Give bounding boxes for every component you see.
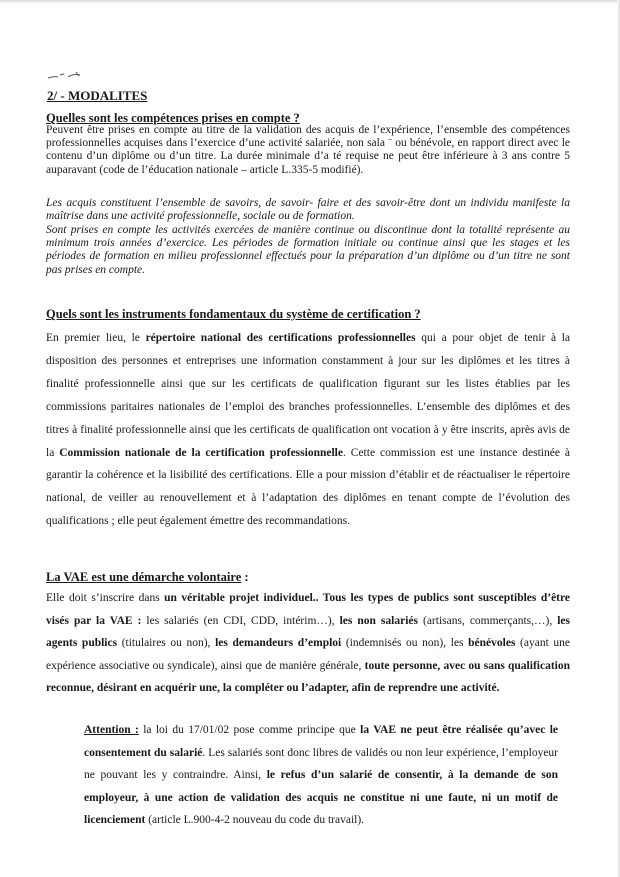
- pen-mark-scribble: [46, 68, 86, 82]
- paragraph-activites: Sont prises en compte les activités exercées de manière continue ou discontinue dont la totalité représente au minimum trois années d’exercice. Les périodes de formation initiale ou continue ainsi que les stages et les périodes de formation en milieu professionnel effectués pour la préparation d’un diplôme ou d’un titre ne sont pas prises en compte.: [46, 224, 570, 276]
- section-title: 2/ - MODALITES: [47, 88, 148, 103]
- repertoire-national: répertoire national des certifications professionnelles: [145, 332, 416, 344]
- paragraph-vae: Elle doit s’inscrire dans un véritable projet individuel.. Tous les types de publics sont susceptibles d’être visés par la VAE : les salariés (en CDI, CDD, intérim…), les non salariés (artisans, commerçants,…), les agents publics (titulaires ou non), les demandeurs d’emploi (indemnisés ou non), les bénévoles (ayant une expérience associative ou syndicale), ainsi que de manière générale, toute personne, avec ou sans qualification reconnue, désirant en acquérir une, la compléter ou l’adapter, afin de reprendre une activité.: [46, 592, 571, 694]
- heading-competences: Quelles sont les compétences prises en compte ?: [46, 111, 300, 125]
- heading-vae-volontaire: La VAE est une démarche volontaire :: [46, 570, 249, 584]
- scan-edge-top: [0, 0, 620, 4]
- paragraph-attention: Attention : la loi du 17/01/02 pose comme principe que la VAE ne peut être réalisée qu’avec le consentement du salarié. Les salariés sont donc libres de validés ou non leur expérience, l’employeur ne pouvant les y contraindre. Ainsi, le refus d’un salarié de consentir, à la demande de son employeur, à une action de validation des acquis ne constitue ni une faute, ni un motif de licenciement (article L.900-4-2 nouveau du code du travail).: [84, 724, 559, 826]
- paragraph-instruments: En premier lieu, le répertoire national des certifications professionnelles qui a pour objet de tenir à la disposition des personnes et entreprises une information constamment à jour sur les diplômes et les titres à finalité professionnelle ainsi que sur les certificats de qualification figurant sur les listes établies par les commissions paritaires nationales de l’emploi des branches professionnelles. L’ensemble des diplômes et des titres à finalité professionnelle ainsi que les certificats de qualification ont vocation à y être inscrits, après avis de la Commission nationale de la certification professionnelle. Cette commission est une instance destinée à garantir la cohérence et la lisibilité des certifications. Elle a pour mission d’établir et de réactualiser le répertoire national, de veiller au renouvellement et à l’adaptation des diplômes en tenant compte de l’évolution des qualifications ; elle peut également émettre des recommandations.: [46, 332, 570, 528]
- paragraph-acquis: Les acquis constituent l’ensemble de savoirs, de savoir- faire et des savoir-être dont un individu manifeste la maîtrise dans une activité professionnelle, sociale ou de formation.: [46, 197, 570, 223]
- heading-instruments: Quels sont les instruments fondamentaux du système de certification ?: [46, 307, 421, 321]
- commission-nationale: Commission nationale de la certification professionnelle: [59, 446, 343, 459]
- attention-label: Attention :: [84, 724, 139, 736]
- paragraph-competences: Peuvent être prises en compte au titre de la validation des acquis de l’expérience, l’ensemble des compétences professionnelles acquises dans l’exercice d’une activité salariée, non sala ¨ ou bénévole, en rapport direct avec le contenu d’un diplôme ou d’un titre. La durée minimale d’a té requise ne peut être inférieure à 3 ans contre 5 auparavant (code de l’éducation nationale – article L.335-5 modifié).: [46, 124, 570, 176]
